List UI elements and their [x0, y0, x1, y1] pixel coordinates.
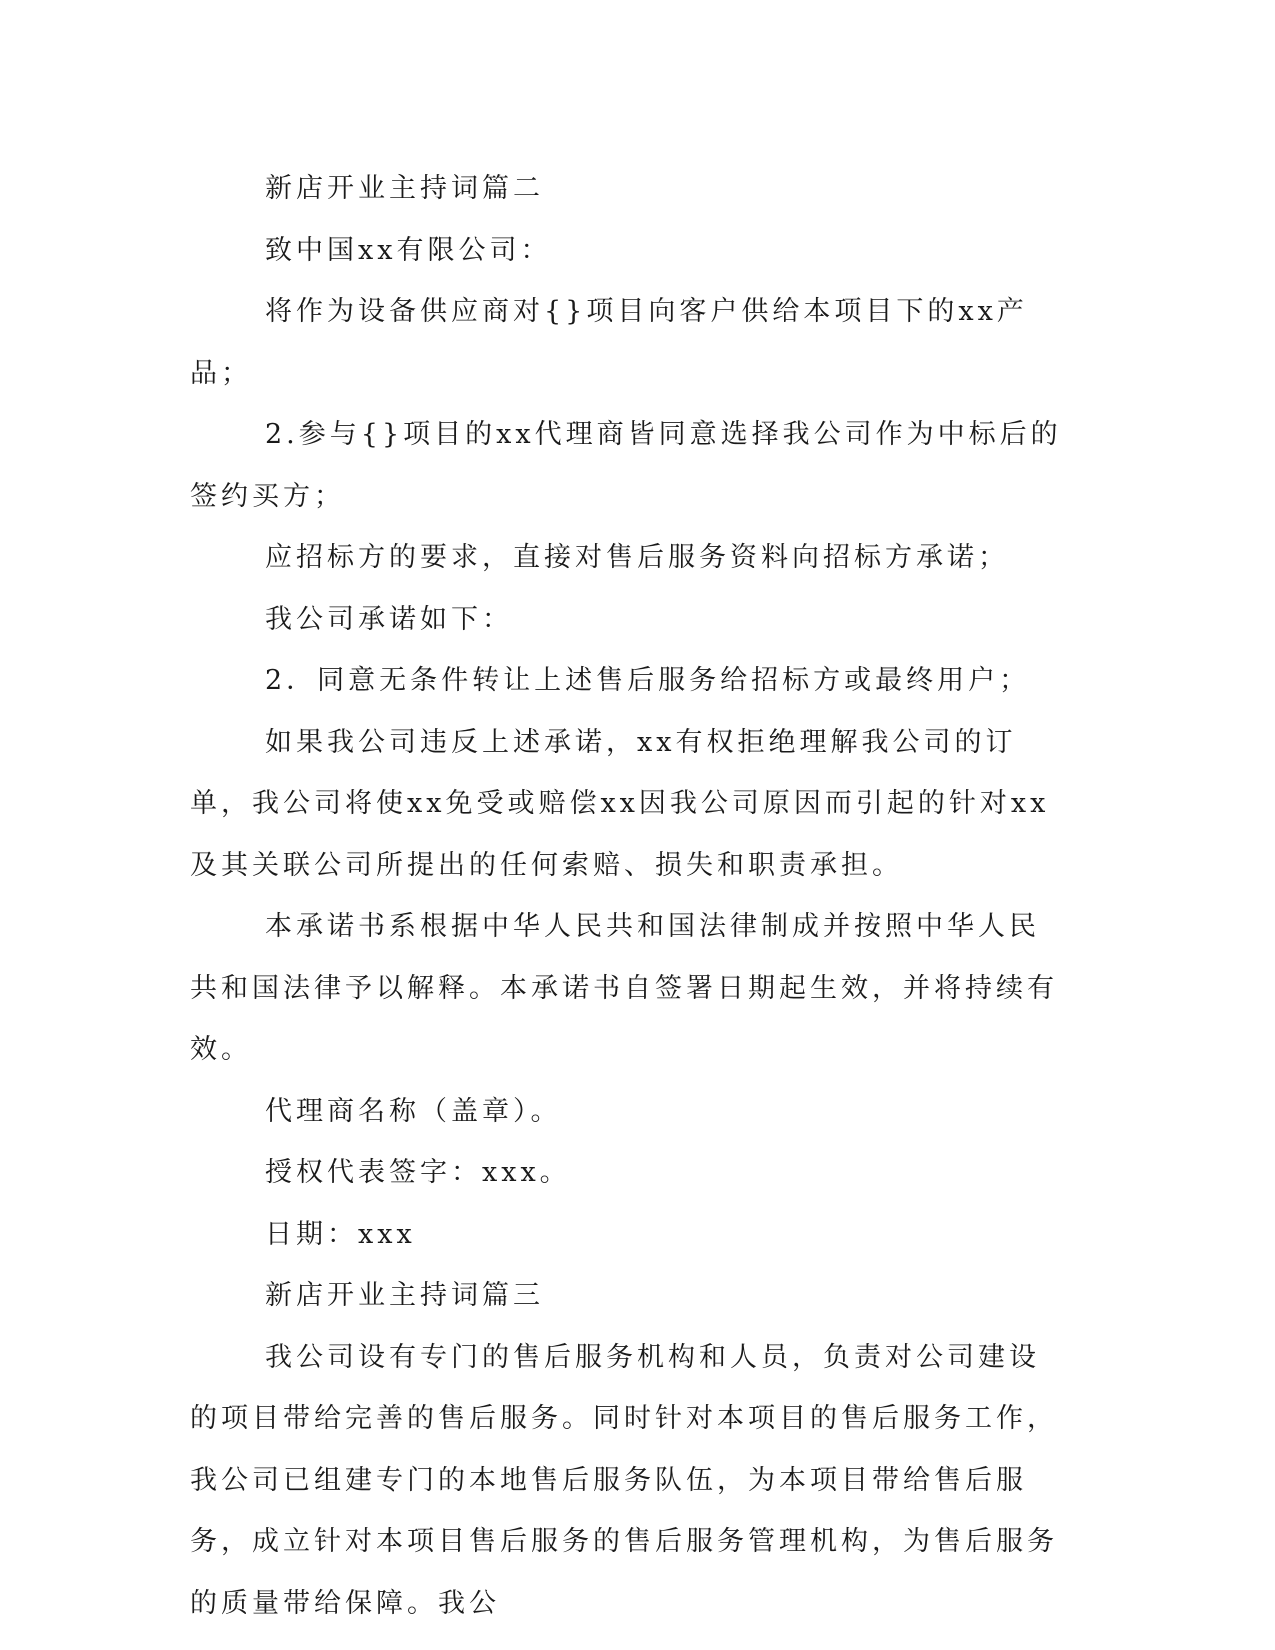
paragraph: 2.参与{}项目的xx代理商皆同意选择我公司作为中标后的签约买方；	[190, 419, 1062, 512]
date-line: 日期：xxx	[265, 1218, 416, 1250]
paragraph: 我公司设有专门的售后服务机构和人员，负责对公司建设的项目带给完善的售后服务。同时针对本项目的售后服务工作，我公司已组建专门的本地售后服务队伍，为本项目带给售后服务，成立针对本项目售后服务的售后服务管理机构，为售后服务的质量带给保障。我公	[190, 1341, 1058, 1619]
signature-line-representative: 授权代表签字：xxx。	[265, 1157, 571, 1188]
salutation: 致中国xx有限公司：	[265, 234, 552, 266]
paragraph: 如果我公司违反上述承诺，xx有权拒绝理解我公司的订单，我公司将使xx免受或赔偿xx因我公司原因而引起的针对xx及其关联公司所提出的任何索赔、损失和职责承担。	[190, 726, 1050, 881]
signature-line-agent: 代理商名称（盖章）。	[265, 1095, 562, 1127]
paragraph: 应招标方的要求，直接对售后服务资料向招标方承诺；	[265, 542, 1009, 573]
paragraph: 将作为设备供应商对{}项目向客户供给本项目下的xx产品；	[190, 296, 1028, 389]
section-heading: 新店开业主持词篇二	[265, 173, 544, 204]
paragraph: 我公司承诺如下：	[265, 603, 513, 635]
section-heading: 新店开业主持词篇三	[265, 1280, 544, 1311]
paragraph: 2．同意无条件转让上述售后服务给招标方或最终用户；	[265, 665, 1031, 696]
paragraph: 本承诺书系根据中华人民共和国法律制成并按照中华人民共和国法律予以解释。本承诺书自签署日期起生效，并将持续有效。	[190, 911, 1058, 1065]
document-body	[190, 158, 1070, 1634]
